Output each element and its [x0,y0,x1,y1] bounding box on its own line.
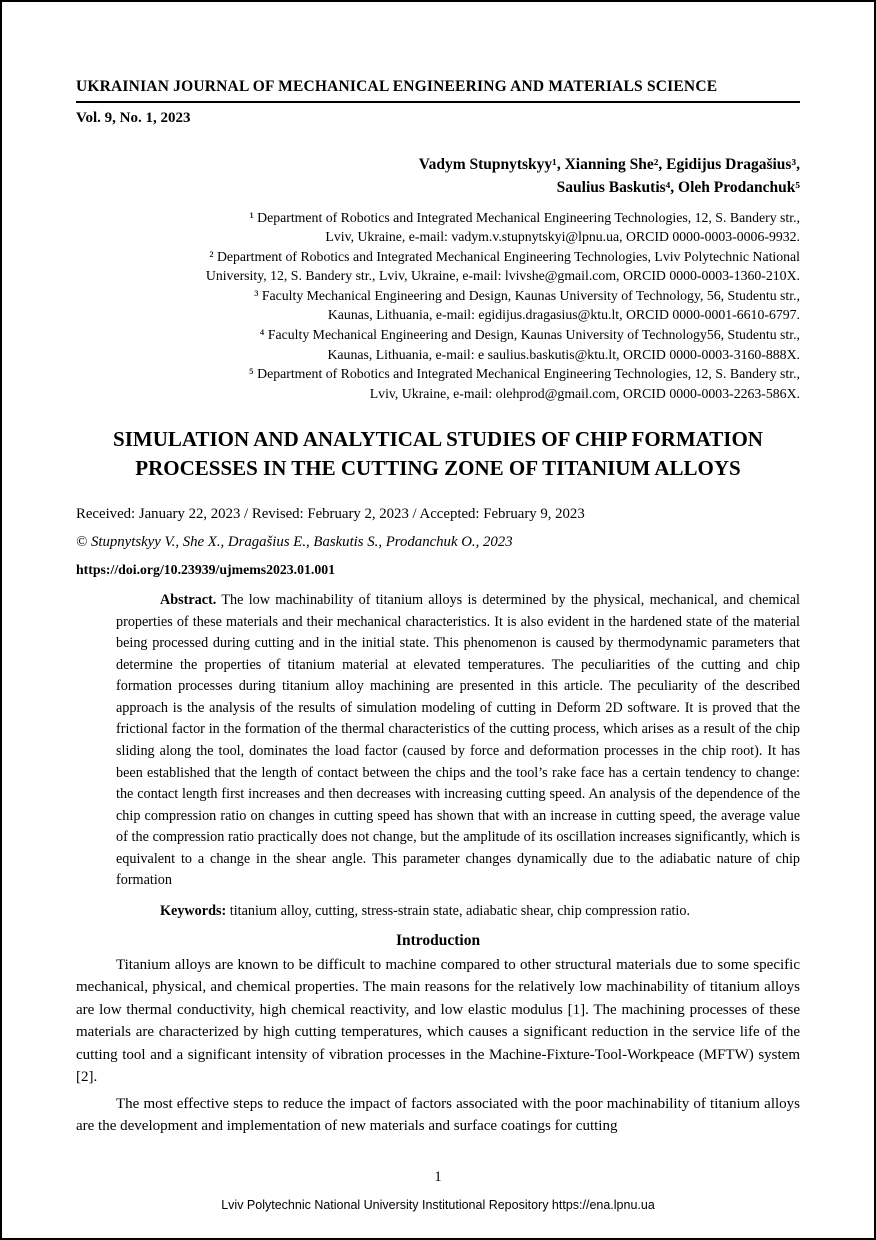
body-paragraph-1: Titanium alloys are known to be difficult to machine compared to other structural materials due to some specific mechanical, physical, and chemical properties. The main reasons for the relatively low machinability of titanium alloys are low thermal conductivity, high chemical reactivity, and low elastic modulus [1]. The machining processes of these materials are characterized by high cutting temperatures, which causes a significant reduction in the service life of the cutting tool and a significant intensity of vibration processes in the Machine-Fixture-Tool-Workpeace (MFTW) system [2]. [76,956,800,1086]
affiliations-block [76,208,800,404]
affiliation-line: Kaunas, Lithuania, e-mail: e saulius.baskutis@ktu.lt, ORCID 0000-0003-3160-888X. [327,346,800,362]
abstract-text: The low machinability of titanium alloys is determined by the physical, mechanical, and chemical properties of these materials and their mechanical characteristics. It is also evident in the hardened state of the material being processed during cutting and in the initial state. This phenomenon is caused by thermodynamic parameters that determine the properties of titanium material at elevated temperatures. The peculiarities of the cutting and chip formation processes during titanium alloy machining are presented in this article. The peculiarity of the described approach is the analysis of the results of simulation modeling of cutting in Deform 2D software. It is proved that the frictional factor in the formation of the thermal characteristics of the cutting process, which arises as a result of the chip sliding along the tool, dominates the load factor (caused by force and deformation processes in the chip root). It has been established that the length of contact between the chips and the tool’s rake face has a certain tendency to change: the contact length first increases and then decreases with increasing cutting speed. An analysis of the dependence of the chip compression ratio on changes in cutting speed has shown that with an increase in cutting speed, the average value of the compression ratio practically does not change, but the amplitude of its oscillation increases significantly, which is equivalent to a change in the shear angle. This parameter changes dynamically due to the adiabatic nature of chip formation [116,591,800,889]
abstract-paragraph [116,590,800,892]
page-number: 1 [434,1169,442,1185]
affiliation-line: ⁴ Faculty Mechanical Engineering and Design, Kaunas University of Technology56, Studentu str., [259,326,800,342]
copyright-line: © Stupnytskyy V., She X., Dragašius E., Baskutis S., Prodanchuk O., 2023 [76,533,513,550]
keywords-text: titanium alloy, cutting, stress-strain state, adiabatic shear, chip compression ratio. [226,903,691,920]
authors-line-1: Vadym Stupnytskyy¹, Xianning She², Egidijus Dragašius³, [418,156,800,173]
affiliation-line: Kaunas, Lithuania, e-mail: egidijus.dragasius@ktu.lt, ORCID 0000-0001-6610-6797. [327,307,800,323]
article-title: SIMULATION AND ANALYTICAL STUDIES OF CHIP FORMATION PROCESSES IN THE CUTTING ZONE OF TITANIUM ALLOYS [113,427,763,480]
journal-header [76,78,800,127]
abstract-label: Abstract. [160,591,217,608]
affiliation-line: Lviv, Ukraine, e-mail: olehprod@gmail.com, ORCID 0000-0003-2263-586X. [369,385,800,401]
affiliation-line: ⁵ Department of Robotics and Integrated Mechanical Engineering Technologies, 12, S. Bandery str., [248,366,800,382]
page-footer [76,1169,800,1212]
authors-line-2: Saulius Baskutis⁴, Oleh Prodanchuk⁵ [556,179,800,197]
authors-block [76,153,800,200]
journal-issue: Vol. 9, No. 1, 2023 [76,110,191,126]
affiliation-line: ² Department of Robotics and Integrated Mechanical Engineering Technologies, Lviv Polytechnic National [209,248,800,264]
affiliation-line: ³ Faculty Mechanical Engineering and Design, Kaunas University of Technology, 56, Studentu str., [254,287,800,303]
journal-name: UKRAINIAN JOURNAL OF MECHANICAL ENGINEERING AND MATERIALS SCIENCE [76,78,800,103]
article-dates: Received: January 22, 2023 / Revised: February 2, 2023 / Accepted: February 9, 2023 [76,505,585,522]
abstract-block [116,590,800,923]
keywords-line [116,901,800,923]
repository-line: Lviv Polytechnic National University Institutional Repository https://ena.lpnu.ua [221,1198,655,1212]
affiliation-line: ¹ Department of Robotics and Integrated Mechanical Engineering Technologies, 12, S. Bandery str., [249,209,800,225]
doi-link[interactable]: https://doi.org/10.23939/ujmems2023.01.001 [76,561,336,577]
keywords-label: Keywords: [160,903,227,920]
affiliation-line: Lviv, Ukraine, e-mail: vadym.v.stupnytskyi@lpnu.ua, ORCID 0000-0003-0006-9932. [325,229,800,245]
body-paragraph-2: The most effective steps to reduce the impact of factors associated with the poor machinability of titanium alloys are the development and implementation of new materials and surface coatings for cutting [76,1095,800,1135]
affiliation-line: University, 12, S. Bandery str., Lviv, Ukraine, e-mail: lvivshe@gmail.com, ORCID 0000-0003-1360-210X. [205,268,800,284]
section-heading-introduction: Introduction [395,931,481,949]
